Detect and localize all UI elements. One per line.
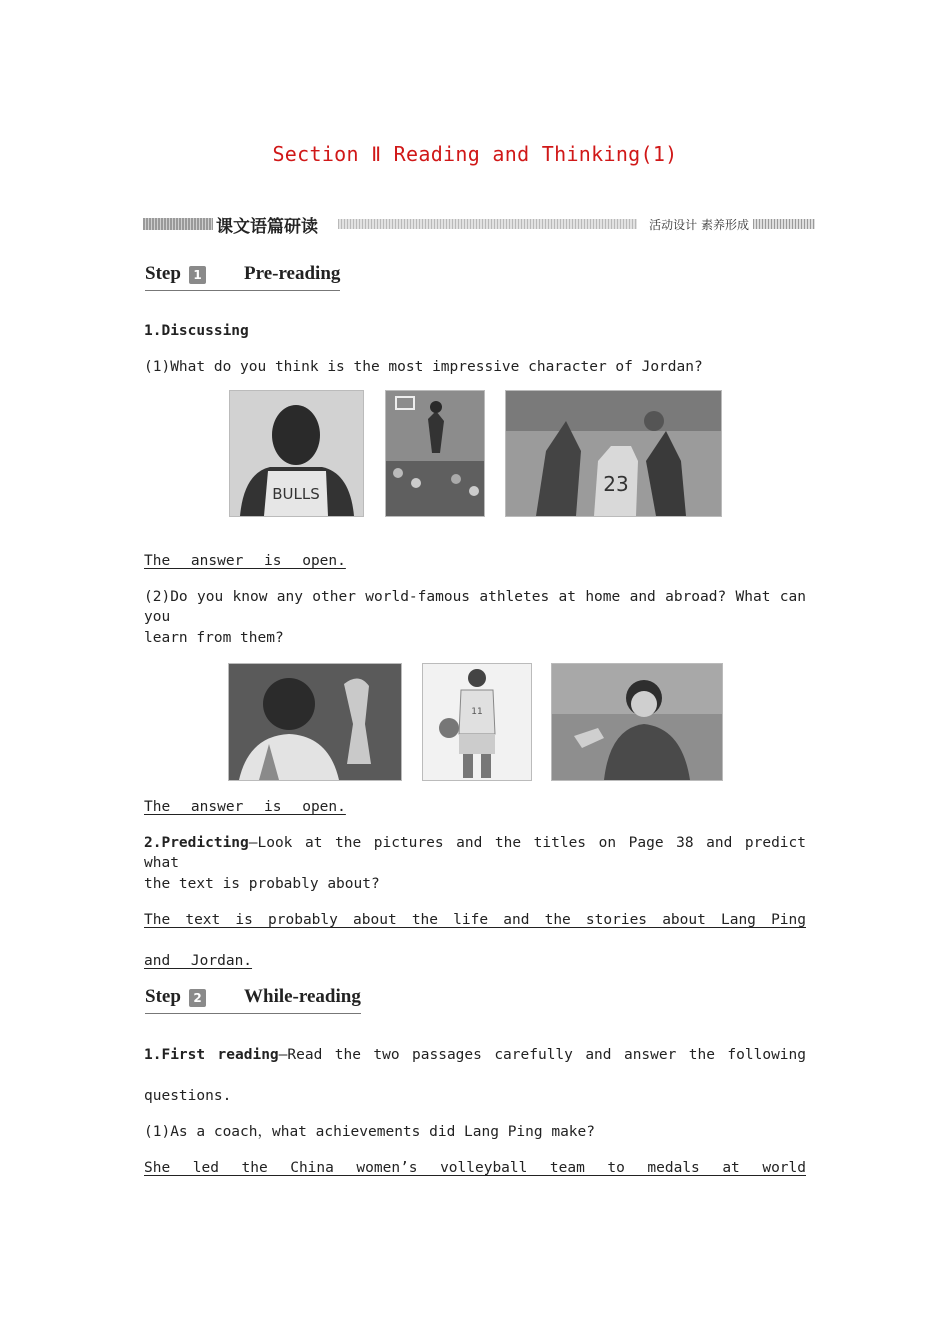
banner-right-label: 活动设计 素养形成 xyxy=(649,218,749,232)
question-1: (1)What do you think is the most impressive character of Jordan? xyxy=(144,359,703,375)
step-word: Step xyxy=(145,263,181,284)
banner-label: 课文语篇研读 xyxy=(216,217,318,237)
lang-ping-icon xyxy=(551,663,723,781)
svg-text:23: 23 xyxy=(603,472,629,496)
step-1-heading xyxy=(145,262,340,291)
yao-ming-icon xyxy=(422,663,532,781)
maradona-trophy-icon xyxy=(228,663,402,781)
predicting-line-2: the text is probably about? xyxy=(144,876,380,892)
banner-bar-middle xyxy=(338,219,637,229)
predicting-instruction: —Look at the pictures and the titles on Page 38 and predict what xyxy=(144,835,806,871)
first-reading-line-2: questions. xyxy=(144,1088,232,1104)
jordan-dunk-icon xyxy=(385,390,485,517)
question-2-line-2: learn from them? xyxy=(144,630,284,646)
svg-text:BULLS: BULLS xyxy=(272,485,320,503)
answer-1: The answer is open. xyxy=(144,553,346,569)
section-banner xyxy=(143,212,815,236)
step-title: Pre-reading xyxy=(244,263,341,284)
first-reading-heading: 1.First reading xyxy=(144,1047,279,1063)
step-number-badge: 2 xyxy=(189,989,206,1007)
step-2-heading xyxy=(145,985,361,1014)
predicting-heading: 2.Predicting xyxy=(144,835,249,851)
discussing-heading: 1.Discussing xyxy=(144,323,249,339)
first-reading-answer-1: She led the China women’s volleyball team to medals at world xyxy=(144,1160,806,1176)
question-2-line-1: (2)Do you know any other world-famous athletes at home and abroad? What can you xyxy=(144,589,806,625)
svg-text:11: 11 xyxy=(471,707,483,717)
answer-2: The answer is open. xyxy=(144,799,346,815)
predicting-answer-line-2: and Jordan. xyxy=(144,953,253,969)
first-reading-line-1 xyxy=(144,1045,806,1065)
jordan-shot-icon xyxy=(505,390,722,517)
banner-bar-right xyxy=(753,219,815,229)
banner-bar-left xyxy=(143,218,213,230)
predicting-line-1 xyxy=(144,833,806,873)
page-title: Section Ⅱ Reading and Thinking(1) xyxy=(272,142,678,166)
predicting-answer-line-1: The text is probably about the life and the stories about Lang Ping xyxy=(144,912,806,928)
first-reading-instruction: —Read the two passages carefully and answer the following xyxy=(278,1047,806,1063)
step-word: Step xyxy=(145,986,181,1007)
step-title: While-reading xyxy=(244,986,361,1007)
first-reading-question-1: (1)As a coach，what achievements did Lang Ping make? xyxy=(144,1124,595,1140)
step-number-badge: 1 xyxy=(189,266,206,284)
jordan-portrait-icon xyxy=(229,390,364,517)
